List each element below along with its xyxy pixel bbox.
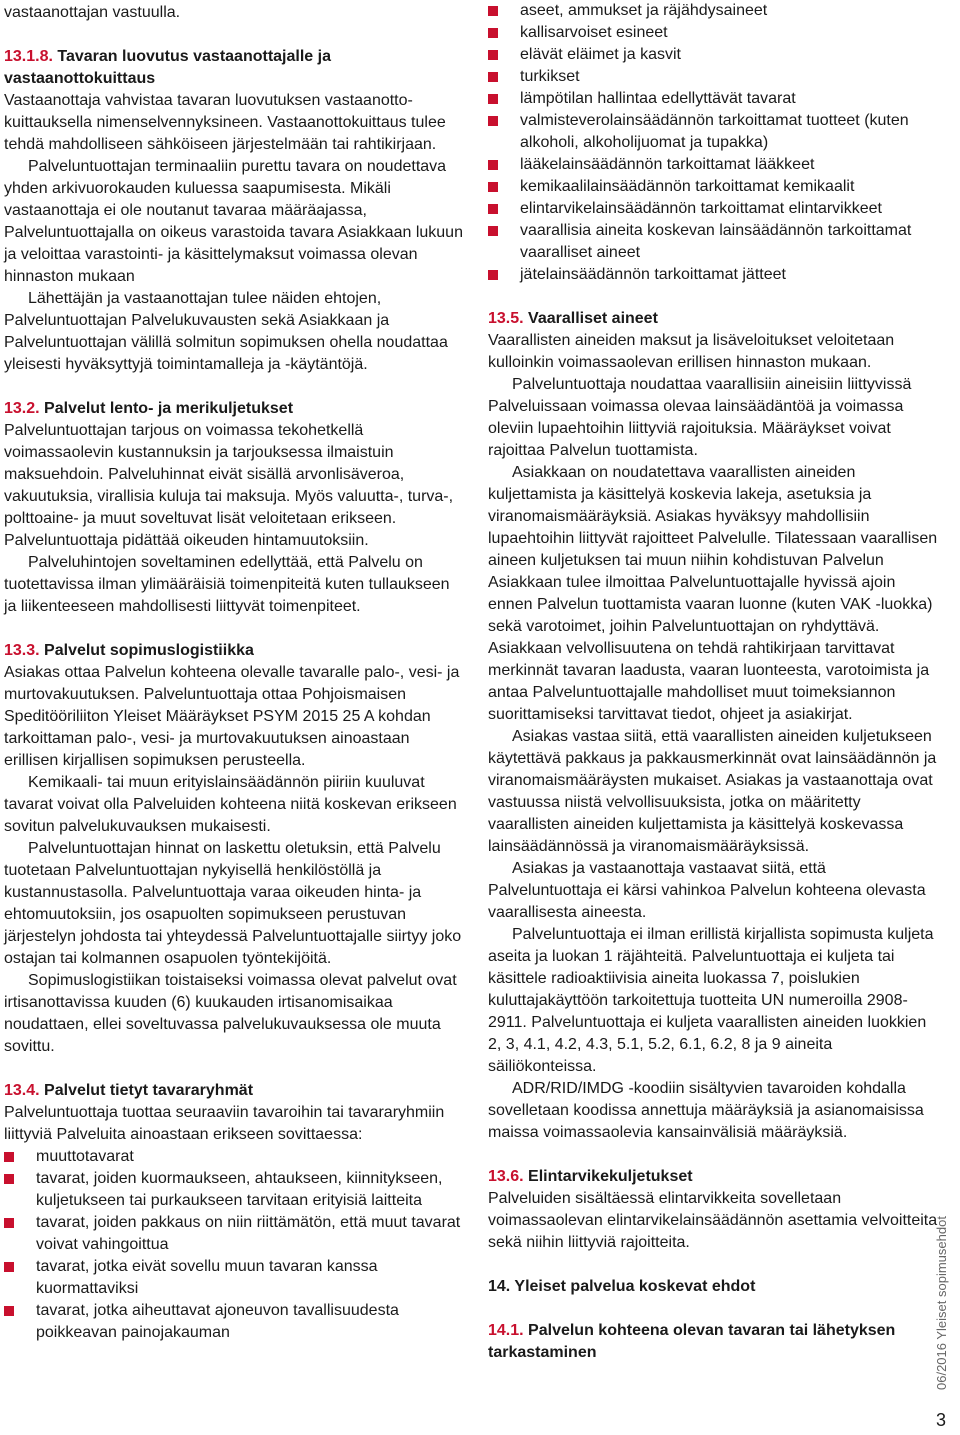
section-title: Palvelut lento- ja merikuljetukset xyxy=(44,400,294,417)
paragraph: Vastaanottaja vahvistaa tavaran luovutuksen vastaanotto-kuittauksella nimenselvennyksineen. Vastaanottokuittaus tulee tehdä mahdolliseen sähköiseen järjestelmään tai rahtikirjaan. xyxy=(4,92,446,153)
goods-list-right xyxy=(488,0,943,286)
list-item: tavarat, jotka aiheuttavat ajoneuvon tavallisuudesta poikkeavan painojakauman xyxy=(4,1300,464,1344)
section-number: 13.4. xyxy=(4,1082,40,1099)
paragraph: Palveluntuottaja noudattaa vaarallisiin aineisiin liittyvissä Palveluissaan voimassa olevaa lainsäädäntöä ja voimassa oleviin lupaehtoihin liittyviä rajoituksia. Määräykset voivat rajoittaa Palvelun tuottamista. xyxy=(488,376,912,459)
list-item: valmisteverolainsäädännön tarkoittamat tuotteet (kuten alkoholi, alkoholijuomat ja tupakka) xyxy=(488,110,943,154)
section-title: Palvelun kohteena olevan tavaran tai lähetyksen tarkastaminen xyxy=(488,1322,896,1361)
paragraph: Palveluntuottajan terminaaliin purettu tavara on noudettava yhden arkivuorokauden kuluessa saapumisesta. Mikäli vastaanottaja ei ole noutanut tavaraa määräajassa, Palveluntuottajalla on oikeus varastoida tavara Asiakkaan lukuun ja veloittaa varastointi- ja käsittelymaksut voimassa olevan hinnaston mukaan xyxy=(4,158,463,285)
paragraph: Asiakas ottaa Palvelun kohteena olevalle tavaralle palo-, vesi- ja murtovakuutuksen. Palveluntuottaja ottaa Pohjoismaisen Speditööriliiton Yleiset Määräykset PSYM 2015 25 A kohdan tarkoittaman palo-, vesi- ja murtovakuutuksen ainoastaan erillisen kirjallisen sopimuksen perusteella. xyxy=(4,664,460,769)
section-heading-13-4 xyxy=(4,1080,464,1102)
list-item: tavarat, joiden kuormaukseen, ahtaukseen, kiinnitykseen, kuljetukseen tai purkaukseen tarvitaan erityisiä laitteita xyxy=(4,1168,464,1212)
paragraph: Palveluntuottaja ei ilman erillistä kirjallista sopimusta kuljeta aseita ja luokan 1 räjähteitä. Palveluntuottaja ei kuljeta tai käsittele radioaktiivisia aineita luokassa 7, poislukien kuluttajakäyttöön tarkoitettuja tuotteita UN numeroilla 2908-2911. Palveluntuottaja ei kuljeta vaarallisten aineiden luokkien 2, 3, 4.1, 4.2, 4.3, 5.1, 5.2, 6.1, 6.2, 8 ja 9 aineita säiliökonteissa. xyxy=(488,926,934,1075)
paragraph: Palveluiden sisältäessä elintarvikkeita sovelletaan voimassaolevan elintarvikelainsäädännön asettamia velvoitteita sekä niihin liittyviä rajoitteita. xyxy=(488,1190,938,1251)
paragraph: vastaanottajan vastuulla. xyxy=(4,4,181,21)
section-heading-13-3 xyxy=(4,640,464,662)
list-item: jätelainsäädännön tarkoittamat jätteet xyxy=(488,264,943,286)
side-label-wrapper xyxy=(930,1216,954,1400)
section-title: Vaaralliset aineet xyxy=(528,310,658,327)
section-number: 13.5. xyxy=(488,310,524,327)
paragraph: Asiakas ja vastaanottaja vastaavat siitä, että Palveluntuottaja ei kärsi vahinkoa Palvelun kohteena olevasta vaarallisesta aineesta. xyxy=(488,860,926,921)
list-item: kemikaalilainsäädännön tarkoittamat kemikaalit xyxy=(488,176,943,198)
list-item: tavarat, jotka eivät sovellu muun tavaran kanssa kuormattaviksi xyxy=(4,1256,464,1300)
paragraph: Palveluntuottajan tarjous on voimassa tekohetkellä voimassaolevin kustannuksin ja tarjouksessa ilmaistuin maksuehdoin. Palveluhinnat eivät sisällä arvonlisäveroa, vakuutuksia, virallisia kuluja tai maksuja. Myös valuutta-, turva-, polttoaine- ja muut soveltuvat lisät veloitetaan erikseen. Palveluntuottaja pidättää oikeuden hintamuutoksiin. xyxy=(4,422,454,549)
section-heading-14-1 xyxy=(488,1320,943,1364)
page-number: 3 xyxy=(936,1410,947,1430)
section-number: 14.1. xyxy=(488,1322,524,1339)
paragraph: Vaarallisten aineiden maksut ja lisäveloitukset veloitetaan kulloinkin voimassaolevan erillisen hinnaston mukaan. xyxy=(488,332,895,371)
paragraph: Asiakkaan on noudatettava vaarallisten aineiden kuljettamista ja käsittelyä koskevia lakeja, asetuksia ja viranomaismääräyksiä. Asiakas hyväksyy mahdollisiin lupaehtoihin liittyvät rajoitteet Palvelulle. Tilatessaan vaarallisen aineen kuljetuksen tai muun niihin kohdistuvan Palvelun Asiakkaan tulee ilmoittaa Palveluntuottajalle hyvissä ajoin ennen Palvelun tuottamista vaaran luonne (kuten VAK -luokka) sekä varotoimet, joihin Palveluntuottajan on ryhdyttävä. Asiakkaan velvollisuutena on tehdä rahtikirjaan tarvittavat merkinnät tavaran laadusta, vaaran luonteesta, varotoimista ja antaa Palveluntuottajalle mahdolliset muut toimeksiannon suorittamiseksi tarvittavat tiedot, ohjeet ja asiakirjat. xyxy=(488,464,938,723)
paragraph: Kemikaali- tai muun erityislainsäädännön piiriin kuuluvat tavarat voivat olla Palveluiden kohteena niitä koskevan erikseen sovitun palvelukuvauksen mukaisesti. xyxy=(4,774,457,835)
right-column xyxy=(488,0,943,1364)
list-item: elintarvikelainsäädännön tarkoittamat elintarvikkeet xyxy=(488,198,943,220)
list-item: lämpötilan hallintaa edellyttävät tavarat xyxy=(488,88,943,110)
section-heading-13-6 xyxy=(488,1166,943,1188)
section-number: 13.1.8. xyxy=(4,48,53,65)
section-heading-13-2 xyxy=(4,398,464,420)
section-heading-13-1-8 xyxy=(4,46,464,90)
document-side-label: 06/2016 Yleiset sopimusehdot xyxy=(934,1216,949,1390)
list-item: muuttotavarat xyxy=(4,1146,464,1168)
section-number: 13.6. xyxy=(488,1168,524,1185)
list-item: aseet, ammukset ja räjähdysaineet xyxy=(488,0,943,22)
list-item: kallisarvoiset esineet xyxy=(488,22,943,44)
paragraph: Asiakas vastaa siitä, että vaarallisten aineiden kuljetukseen käytettävä pakkaus ja pakkausmerkinnät ovat lainsäädännön ja viranomaismääräysten mukaiset. Asiakas ja vastaanottaja ovat vastuussa niistä velvollisuuksista, jotka on määritetty vaarallisten aineiden kuljettamista ja käsittelyä koskevassa lainsäädännössä ja viranomaismääräyksissä. xyxy=(488,728,937,855)
paragraph: Lähettäjän ja vastaanottajan tulee näiden ehtojen, Palveluntuottajan Palvelukuvausten sekä Asiakkaan ja Palveluntuottajan välillä solmitun sopimuksen ohella noudattaa yleisesti hyväksyttyjä toimintamalleja ja -käytäntöjä. xyxy=(4,290,448,373)
list-item: turkikset xyxy=(488,66,943,88)
list-item: lääkelainsäädännön tarkoittamat lääkkeet xyxy=(488,154,943,176)
list-item: vaarallisia aineita koskevan lainsäädännön tarkoittamat vaaralliset aineet xyxy=(488,220,943,264)
section-title: Elintarvikekuljetukset xyxy=(528,1168,693,1185)
section-title: Palvelut sopimuslogistiikka xyxy=(44,642,254,659)
paragraph: Sopimuslogistiikan toistaiseksi voimassa olevat palvelut ovat irtisanottavissa kuuden (6) kuukauden irtisanomisaikaa noudattaen, ellei soveltuvassa palvelukuvauksessa ole muuta sovittu. xyxy=(4,972,457,1055)
list-item: elävät eläimet ja kasvit xyxy=(488,44,943,66)
left-column xyxy=(4,0,464,1344)
list-item: tavarat, joiden pakkaus on niin riittämätön, että muut tavarat voivat vahingoittua xyxy=(4,1212,464,1256)
section-heading-13-5 xyxy=(488,308,943,330)
paragraph: Palveluntuottaja tuottaa seuraaviin tavaroihin tai tavararyhmiin liittyviä Palveluita ainoastaan erikseen sovittaessa: xyxy=(4,1104,445,1143)
section-title: Palvelut tietyt tavararyhmät xyxy=(44,1082,254,1099)
section-number: 13.2. xyxy=(4,400,40,417)
section-title: Tavaran luovutus vastaanottajalle ja vastaanottokuittaus xyxy=(4,48,331,87)
paragraph: ADR/RID/IMDG -koodiin sisältyvien tavaroiden kohdalla sovelletaan koodissa annettuja määräyksiä ja asianomaisissa maissa voimassaolevia kansainvälisiä määräyksiä. xyxy=(488,1080,924,1141)
goods-list-left xyxy=(4,1146,464,1344)
paragraph: Palveluntuottajan hinnat on laskettu oletuksin, että Palvelu tuotetaan Palveluntuottajan nykyisellä henkilöstöllä ja kustannustasolla. Palveluntuottaja varaa oikeuden hinta- ja ehtomuutoksiin, jos osapuolten sopimukseen perustuvan järjestelyn johdosta tai yhteydessä Palveluntuottajalle siirtyy joko ostajan tai kolmannen osapuolen työntekijöitä. xyxy=(4,840,462,967)
section-number: 13.3. xyxy=(4,642,40,659)
paragraph: Palveluhintojen soveltaminen edellyttää, että Palvelu on tuotettavissa ilman ylimääräisiä toimenpiteitä kuten tullaukseen ja liikenteeseen mahdollisesti liittyvät toimenpiteet. xyxy=(4,554,450,615)
section-heading-14: 14. Yleiset palvelua koskevat ehdot xyxy=(488,1278,756,1295)
